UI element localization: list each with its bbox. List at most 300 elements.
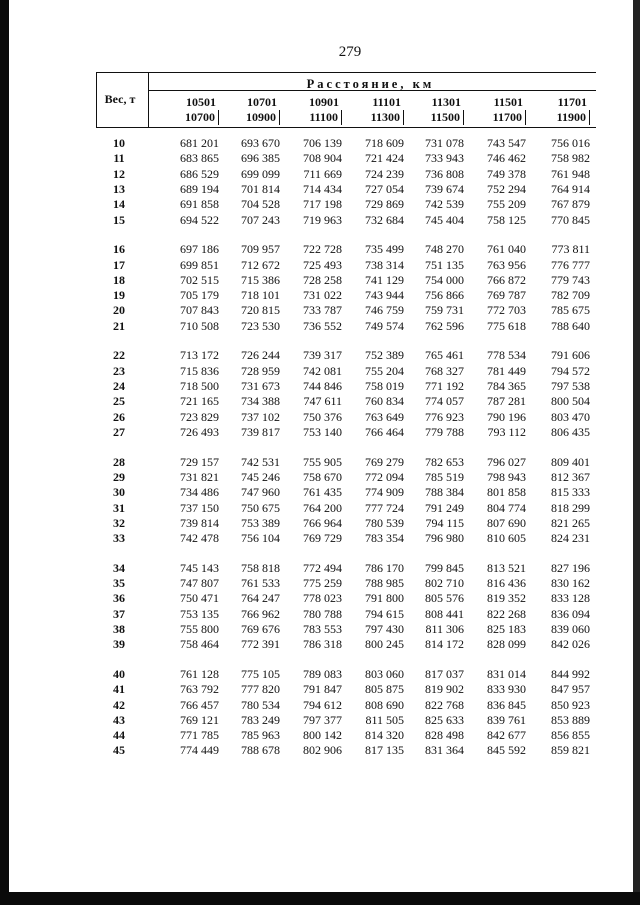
weight-cell: 19 [113, 288, 125, 302]
value-cell: 758 982 [551, 151, 590, 165]
value-cell: 734 486 [180, 485, 219, 499]
table-row [96, 182, 596, 197]
value-cell: 761 040 [487, 242, 526, 256]
value-cell: 802 906 [303, 743, 342, 757]
weight-cell: 10 [113, 136, 125, 150]
value-cell: 761 128 [180, 667, 219, 681]
value-cell: 709 957 [241, 242, 280, 256]
value-cell: 783 553 [303, 622, 342, 636]
range-from: 11701 [557, 95, 587, 109]
value-cell: 825 633 [425, 713, 464, 727]
weight-cell: 38 [113, 622, 125, 636]
value-cell: 713 172 [180, 348, 219, 362]
table-row [96, 622, 596, 637]
value-cell: 728 959 [241, 364, 280, 378]
table-row [96, 167, 596, 182]
value-cell: 745 404 [425, 213, 464, 227]
value-cell: 767 879 [551, 197, 590, 211]
value-cell: 761 435 [303, 485, 342, 499]
value-cell: 772 391 [241, 637, 280, 651]
value-cell: 746 759 [365, 303, 404, 317]
table-row [96, 516, 596, 531]
value-cell: 704 528 [241, 197, 280, 211]
value-cell: 856 855 [551, 728, 590, 742]
value-cell: 839 761 [487, 713, 526, 727]
value-cell: 809 401 [551, 455, 590, 469]
value-cell: 788 384 [425, 485, 464, 499]
value-cell: 759 731 [425, 303, 464, 317]
value-cell: 804 774 [487, 501, 526, 515]
value-cell: 755 905 [303, 455, 342, 469]
value-cell: 785 963 [241, 728, 280, 742]
range-from: 11501 [493, 95, 523, 109]
range-from: 10701 [247, 95, 277, 109]
value-cell: 770 845 [551, 213, 590, 227]
value-cell: 811 505 [365, 713, 404, 727]
value-cell: 764 914 [551, 182, 590, 196]
weight-cell: 32 [113, 516, 125, 530]
value-cell: 739 814 [180, 516, 219, 530]
table-row [96, 379, 596, 394]
value-cell: 737 150 [180, 501, 219, 515]
value-cell: 774 449 [180, 743, 219, 757]
value-cell: 728 258 [303, 273, 342, 287]
weight-cell: 31 [113, 501, 125, 515]
value-cell: 720 815 [241, 303, 280, 317]
value-cell: 751 135 [425, 258, 464, 272]
weight-cell: 40 [113, 667, 125, 681]
value-cell: 782 709 [551, 288, 590, 302]
value-cell: 778 023 [303, 591, 342, 605]
value-cell: 753 140 [303, 425, 342, 439]
value-cell: 750 376 [303, 410, 342, 424]
value-cell: 775 259 [303, 576, 342, 590]
value-cell: 777 724 [365, 501, 404, 515]
value-cell: 816 436 [487, 576, 526, 590]
value-cell: 783 249 [241, 713, 280, 727]
value-cell: 771 192 [425, 379, 464, 393]
weight-cell: 29 [113, 470, 125, 484]
weight-cell: 17 [113, 258, 125, 272]
value-cell: 805 576 [425, 591, 464, 605]
value-cell: 723 530 [241, 319, 280, 333]
value-cell: 744 846 [303, 379, 342, 393]
value-cell: 769 676 [241, 622, 280, 636]
weight-cell: 20 [113, 303, 125, 317]
weight-cell: 14 [113, 197, 125, 211]
value-cell: 715 836 [180, 364, 219, 378]
value-cell: 699 099 [241, 167, 280, 181]
value-cell: 836 845 [487, 698, 526, 712]
range-to: 11500 [408, 110, 464, 125]
value-cell: 810 605 [487, 531, 526, 545]
value-cell: 755 209 [487, 197, 526, 211]
value-cell: 714 434 [303, 182, 342, 196]
table-row [96, 682, 596, 697]
weight-cell: 13 [113, 182, 125, 196]
range-to: 11700 [470, 110, 526, 125]
table-row [96, 501, 596, 516]
value-cell: 788 678 [241, 743, 280, 757]
value-cell: 763 956 [487, 258, 526, 272]
value-cell: 739 674 [425, 182, 464, 196]
distance-range-header [408, 95, 464, 125]
value-cell: 808 690 [365, 698, 404, 712]
value-cell: 850 923 [551, 698, 590, 712]
value-cell: 794 115 [425, 516, 464, 530]
weight-cell: 34 [113, 561, 125, 575]
value-cell: 812 367 [551, 470, 590, 484]
value-cell: 790 196 [487, 410, 526, 424]
table-row [96, 151, 596, 166]
value-cell: 766 872 [487, 273, 526, 287]
table-row [96, 242, 596, 257]
value-cell: 772 703 [487, 303, 526, 317]
value-cell: 753 135 [180, 607, 219, 621]
table-row [96, 576, 596, 591]
value-cell: 769 279 [365, 455, 404, 469]
table-row [96, 425, 596, 440]
value-cell: 755 204 [365, 364, 404, 378]
value-cell: 839 060 [551, 622, 590, 636]
distance-range-header [163, 95, 219, 125]
value-cell: 731 821 [180, 470, 219, 484]
value-cell: 729 157 [180, 455, 219, 469]
value-cell: 784 365 [487, 379, 526, 393]
value-cell: 736 808 [425, 167, 464, 181]
table-row [96, 197, 596, 212]
value-cell: 789 083 [303, 667, 342, 681]
value-cell: 773 811 [551, 242, 590, 256]
value-cell: 718 500 [180, 379, 219, 393]
value-cell: 747 960 [241, 485, 280, 499]
value-cell: 853 889 [551, 713, 590, 727]
value-cell: 847 957 [551, 682, 590, 696]
weight-cell: 39 [113, 637, 125, 651]
value-cell: 803 060 [365, 667, 404, 681]
value-cell: 701 814 [241, 182, 280, 196]
value-cell: 800 245 [365, 637, 404, 651]
weight-cell: 26 [113, 410, 125, 424]
value-cell: 681 201 [180, 136, 219, 150]
value-cell: 717 198 [303, 197, 342, 211]
value-cell: 808 441 [425, 607, 464, 621]
value-cell: 742 539 [425, 197, 464, 211]
value-cell: 769 121 [180, 713, 219, 727]
value-cell: 750 675 [241, 501, 280, 515]
value-cell: 742 531 [241, 455, 280, 469]
value-cell: 817 135 [365, 743, 404, 757]
value-cell: 791 847 [303, 682, 342, 696]
table-row [96, 667, 596, 682]
weight-cell: 24 [113, 379, 125, 393]
table-row [96, 136, 596, 151]
value-cell: 752 389 [365, 348, 404, 362]
value-cell: 771 785 [180, 728, 219, 742]
weight-cell: 44 [113, 728, 125, 742]
value-cell: 702 515 [180, 273, 219, 287]
table-row [96, 698, 596, 713]
value-cell: 775 618 [487, 319, 526, 333]
value-cell: 828 498 [425, 728, 464, 742]
table-row [96, 561, 596, 576]
table-row [96, 607, 596, 622]
header-bottom-rule [96, 127, 596, 128]
weight-cell: 37 [113, 607, 125, 621]
weight-cell: 42 [113, 698, 125, 712]
table-row [96, 728, 596, 743]
value-cell: 722 728 [303, 242, 342, 256]
value-cell: 833 930 [487, 682, 526, 696]
value-cell: 822 268 [487, 607, 526, 621]
value-cell: 691 858 [180, 197, 219, 211]
value-cell: 752 294 [487, 182, 526, 196]
weight-cell: 33 [113, 531, 125, 545]
weight-cell: 28 [113, 455, 125, 469]
value-cell: 706 139 [303, 136, 342, 150]
value-cell: 805 875 [365, 682, 404, 696]
value-cell: 758 464 [180, 637, 219, 651]
value-cell: 729 869 [365, 197, 404, 211]
value-cell: 763 649 [365, 410, 404, 424]
value-cell: 756 104 [241, 531, 280, 545]
value-cell: 707 243 [241, 213, 280, 227]
distance-range-header [286, 95, 342, 125]
value-cell: 697 186 [180, 242, 219, 256]
value-cell: 797 377 [303, 713, 342, 727]
value-cell: 780 534 [241, 698, 280, 712]
distance-range-header [348, 95, 404, 125]
value-cell: 746 462 [487, 151, 526, 165]
value-cell: 818 299 [551, 501, 590, 515]
value-cell: 831 364 [425, 743, 464, 757]
value-cell: 765 461 [425, 348, 464, 362]
value-cell: 791 249 [425, 501, 464, 515]
value-cell: 813 521 [487, 561, 526, 575]
value-cell: 806 435 [551, 425, 590, 439]
value-cell: 799 845 [425, 561, 464, 575]
value-cell: 825 183 [487, 622, 526, 636]
value-cell: 719 963 [303, 213, 342, 227]
table-row [96, 348, 596, 363]
table-row [96, 743, 596, 758]
table-row [96, 394, 596, 409]
value-cell: 743 944 [365, 288, 404, 302]
value-cell: 778 534 [487, 348, 526, 362]
table-row [96, 303, 596, 318]
weight-cell: 11 [113, 151, 125, 165]
value-cell: 715 386 [241, 273, 280, 287]
value-cell: 694 522 [180, 213, 219, 227]
weight-column-header: Вес, т [104, 92, 136, 106]
value-cell: 796 027 [487, 455, 526, 469]
value-cell: 758 125 [487, 213, 526, 227]
value-cell: 800 504 [551, 394, 590, 408]
value-cell: 732 684 [365, 213, 404, 227]
weight-cell: 41 [113, 682, 125, 696]
value-cell: 737 102 [241, 410, 280, 424]
value-cell: 780 539 [365, 516, 404, 530]
value-cell: 842 026 [551, 637, 590, 651]
weight-cell: 16 [113, 242, 125, 256]
value-cell: 811 306 [425, 622, 464, 636]
value-cell: 791 800 [365, 591, 404, 605]
value-cell: 766 962 [241, 607, 280, 621]
range-to: 11900 [534, 110, 590, 125]
value-cell: 723 829 [180, 410, 219, 424]
value-cell: 725 493 [303, 258, 342, 272]
value-cell: 718 609 [365, 136, 404, 150]
table-row [96, 288, 596, 303]
value-cell: 749 378 [487, 167, 526, 181]
value-cell: 817 037 [425, 667, 464, 681]
value-cell: 785 519 [425, 470, 464, 484]
value-cell: 803 470 [551, 410, 590, 424]
value-cell: 776 777 [551, 258, 590, 272]
value-cell: 797 430 [365, 622, 404, 636]
value-cell: 844 992 [551, 667, 590, 681]
value-cell: 731 022 [303, 288, 342, 302]
value-cell: 764 247 [241, 591, 280, 605]
weight-cell: 21 [113, 319, 125, 333]
value-cell: 781 449 [487, 364, 526, 378]
value-cell: 734 388 [241, 394, 280, 408]
value-cell: 727 054 [365, 182, 404, 196]
value-cell: 783 354 [365, 531, 404, 545]
value-cell: 830 162 [551, 576, 590, 590]
range-from: 11101 [372, 95, 401, 109]
value-cell: 766 964 [303, 516, 342, 530]
value-cell: 777 820 [241, 682, 280, 696]
value-cell: 807 690 [487, 516, 526, 530]
value-cell: 739 817 [241, 425, 280, 439]
distance-range-header [470, 95, 526, 125]
value-cell: 708 904 [303, 151, 342, 165]
range-from: 10501 [186, 95, 216, 109]
value-cell: 764 200 [303, 501, 342, 515]
value-cell: 836 094 [551, 607, 590, 621]
value-cell: 758 670 [303, 470, 342, 484]
value-cell: 828 099 [487, 637, 526, 651]
value-cell: 750 471 [180, 591, 219, 605]
value-cell: 756 016 [551, 136, 590, 150]
value-cell: 769 787 [487, 288, 526, 302]
value-cell: 711 669 [303, 167, 342, 181]
distance-range-header [534, 95, 590, 125]
distance-range-header [224, 95, 280, 125]
value-cell: 791 606 [551, 348, 590, 362]
range-to: 10700 [163, 110, 219, 125]
value-cell: 833 128 [551, 591, 590, 605]
value-cell: 788 985 [365, 576, 404, 590]
value-cell: 793 112 [487, 425, 526, 439]
value-cell: 683 865 [180, 151, 219, 165]
weight-cell: 22 [113, 348, 125, 362]
value-cell: 815 333 [551, 485, 590, 499]
value-cell: 721 165 [180, 394, 219, 408]
scan-edge-left [0, 0, 9, 905]
value-cell: 693 670 [241, 136, 280, 150]
value-cell: 739 317 [303, 348, 342, 362]
value-cell: 731 078 [425, 136, 464, 150]
value-cell: 814 172 [425, 637, 464, 651]
value-cell: 696 385 [241, 151, 280, 165]
value-cell: 801 858 [487, 485, 526, 499]
value-cell: 760 834 [365, 394, 404, 408]
value-cell: 775 105 [241, 667, 280, 681]
table-row [96, 273, 596, 288]
range-to: 11300 [348, 110, 404, 125]
value-cell: 802 710 [425, 576, 464, 590]
value-cell: 787 281 [487, 394, 526, 408]
table-row [96, 591, 596, 606]
value-cell: 782 653 [425, 455, 464, 469]
range-to: 11100 [286, 110, 342, 125]
value-cell: 779 788 [425, 425, 464, 439]
value-cell: 824 231 [551, 531, 590, 545]
table-row [96, 485, 596, 500]
value-cell: 785 675 [551, 303, 590, 317]
scan-edge-right [633, 0, 640, 905]
value-cell: 712 672 [241, 258, 280, 272]
value-cell: 753 389 [241, 516, 280, 530]
value-cell: 819 902 [425, 682, 464, 696]
table-top-rule [96, 72, 596, 73]
value-cell: 766 464 [365, 425, 404, 439]
value-cell: 756 866 [425, 288, 464, 302]
value-cell: 797 538 [551, 379, 590, 393]
value-cell: 747 611 [303, 394, 342, 408]
value-cell: 761 533 [241, 576, 280, 590]
value-cell: 747 807 [180, 576, 219, 590]
value-cell: 733 787 [303, 303, 342, 317]
table-row [96, 455, 596, 470]
value-cell: 735 499 [365, 242, 404, 256]
value-cell: 762 596 [425, 319, 464, 333]
value-cell: 707 843 [180, 303, 219, 317]
weight-cell: 18 [113, 273, 125, 287]
value-cell: 842 677 [487, 728, 526, 742]
value-cell: 758 818 [241, 561, 280, 575]
page-number: 279 [338, 44, 362, 60]
weight-cell: 12 [113, 167, 125, 181]
value-cell: 755 800 [180, 622, 219, 636]
value-cell: 705 179 [180, 288, 219, 302]
value-cell: 768 327 [425, 364, 464, 378]
value-cell: 745 143 [180, 561, 219, 575]
value-cell: 724 239 [365, 167, 404, 181]
value-cell: 689 194 [180, 182, 219, 196]
value-cell: 748 270 [425, 242, 464, 256]
scan-edge-bottom [0, 892, 640, 905]
value-cell: 731 673 [241, 379, 280, 393]
table-row [96, 258, 596, 273]
weight-cell: 27 [113, 425, 125, 439]
value-cell: 743 547 [487, 136, 526, 150]
value-cell: 721 424 [365, 151, 404, 165]
value-cell: 786 318 [303, 637, 342, 651]
value-cell: 766 457 [180, 698, 219, 712]
table-row [96, 364, 596, 379]
value-cell: 821 265 [551, 516, 590, 530]
value-cell: 779 743 [551, 273, 590, 287]
value-cell: 749 574 [365, 319, 404, 333]
value-cell: 827 196 [551, 561, 590, 575]
distance-header: Расстояние, км [306, 77, 435, 91]
value-cell: 814 320 [365, 728, 404, 742]
value-cell: 761 948 [551, 167, 590, 181]
weight-cell: 35 [113, 576, 125, 590]
